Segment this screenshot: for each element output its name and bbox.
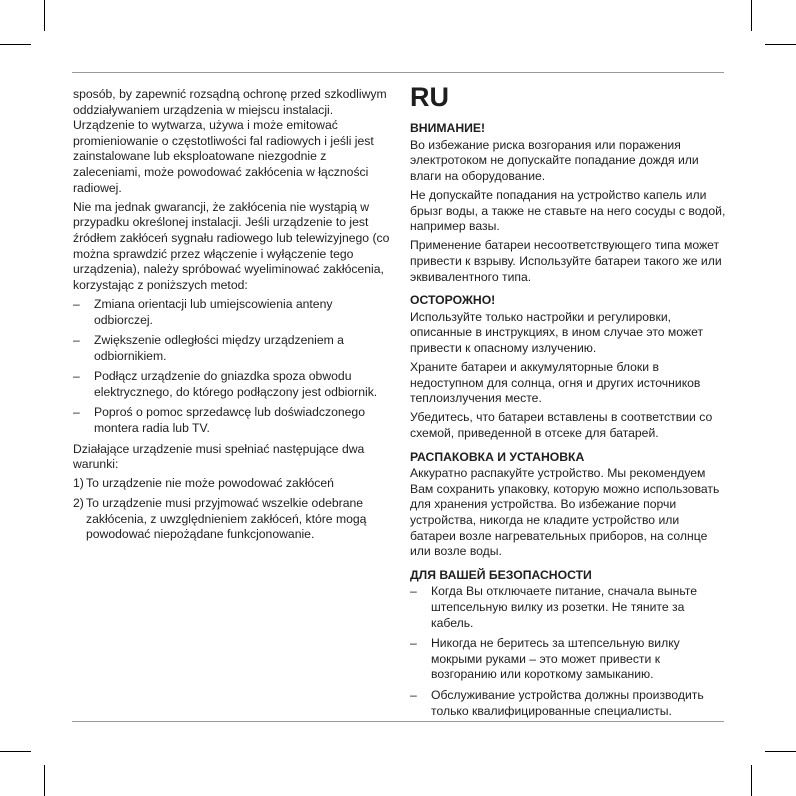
paragraph: Działające urządzenie musi spełniać następujące dwa warunki:	[73, 441, 365, 472]
left-column	[73, 87, 391, 547]
safety-list	[410, 584, 728, 719]
list-item: – Podłącz urządzenie do gniazdka spoza obwodu elektrycznego, do którego podłączony jest odbiornik.	[73, 369, 378, 399]
list-number: 1)	[73, 476, 84, 491]
section-heading-safety: ДЛЯ ВАШЕЙ БЕЗОПАСНОСТИ	[410, 567, 592, 582]
list-marker: –	[73, 333, 80, 348]
list-number: 2)	[73, 496, 84, 511]
paragraph: Убедитесь, что батареи вставлены в соответствии со схемой, приведенной в отсеке для батарей.	[410, 410, 713, 441]
paragraph: Храните батареи и аккумуляторные блоки в недоступном для солнца, огня и других источников теплоизлучения месте.	[410, 360, 701, 406]
crop-mark	[765, 44, 796, 45]
paragraph: Применение батареи несоответствующего типа может привести к взрыву. Используйте батареи такого же или эквивалентного типа.	[410, 238, 722, 284]
paragraph: Аккуратно распакуйте устройство. Мы рекомендуем Вам сохранить упаковку, которую можно использовать для хранения устройства. Во избежание порчи устройства, никогда не кладите устройство или батареи возле нагревательных приборов, на солнце или возле воды.	[410, 466, 720, 559]
paragraph: Используйте только настройки и регулировки, описанные в инструкциях, в ином случае это может привести к опасному излучению.	[410, 309, 704, 355]
list-marker: –	[410, 584, 417, 599]
crop-mark	[765, 751, 796, 752]
list-marker: –	[73, 369, 80, 384]
list-item: – Обслуживание устройства должны производить только квалифицированные специалисты.	[410, 687, 704, 718]
section-heading-unpacking: РАСПАКОВКА И УСТАНОВКА	[410, 449, 585, 464]
language-heading: RU	[410, 82, 449, 112]
crop-mark	[44, 765, 45, 796]
crop-mark	[44, 0, 45, 31]
list-item: – Когда Вы отключаете питание, сначала выньте штепсельную вилку из розетки. Не тяните за кабель.	[410, 584, 698, 630]
section-heading-attention: ВНИМАНИЕ!	[410, 121, 486, 135]
list-item: 2) To urządzenie musi przyjmować wszelkie odebrane zakłócenia, z uwzględnieniem zakłóceń, które mogą powodować niepożądane funkcjonowanie.	[73, 496, 367, 542]
list-item: – Zwiększenie odległości między urządzeniem a odbiornikiem.	[73, 333, 344, 363]
list-marker: –	[410, 636, 417, 651]
section-heading-caution: ОСТОРОЖНО!	[410, 293, 496, 308]
crop-mark	[0, 751, 31, 752]
crop-mark	[0, 44, 31, 45]
paragraph: Во избежание риска возгорания или поражения электротоком не допускайте попадание дождя или влаги на оборудование.	[410, 137, 699, 183]
right-column	[410, 81, 728, 724]
paragraph: Не допускайте попадания на устройство капель или брызг воды, а также не ставьте на него сосуды с водой, например вазы.	[410, 187, 726, 234]
list-marker: –	[410, 687, 417, 702]
list-item: – Poproś o pomoc sprzedawcę lub doświadczonego montera radia lub TV.	[73, 405, 365, 436]
list-marker: –	[73, 405, 80, 420]
top-rule	[72, 72, 724, 73]
paragraph: sposób, by zapewnić rozsądną ochronę przed szkodliwym oddziaływaniem urządzenia w miejscu instalacji. Urządzenie to wytwarza, używa i może emitować promieniowanie o częstotliwości fal radiowych i jeśli jest zainstalowane lub eksploatowane niezgodnie z zaleceniami, może powodować zakłócenia w łączności radiowej.	[73, 87, 387, 195]
paragraph: Nie ma jednak gwarancji, że zakłócenia nie wystąpią w przypadku określonej instalacji. Jeśli urządzenie to jest źródłem zakłóceń sygnału radiowego lub telewizyjnego (co można sprawdzić przez włączenie i wyłączenie tego urządzenia), należy spróbować wyeliminować zakłócenia, korzystając z poniższych metod:	[73, 199, 390, 292]
list-item: – Никогда не беритесь за штепсельную вилку мокрыми руками – это может привести к возгоранию или короткому замыканию.	[410, 636, 680, 682]
list-marker: –	[73, 296, 80, 311]
list-item: – Zmiana orientacji lub umiejscowienia anteny odbiorczej.	[73, 296, 333, 327]
conditions-list	[73, 476, 391, 542]
list-item: 1) To urządzenie nie może powodować zakłóceń	[73, 476, 334, 491]
interference-list	[73, 297, 391, 437]
crop-mark	[751, 765, 752, 796]
crop-mark	[751, 0, 752, 31]
